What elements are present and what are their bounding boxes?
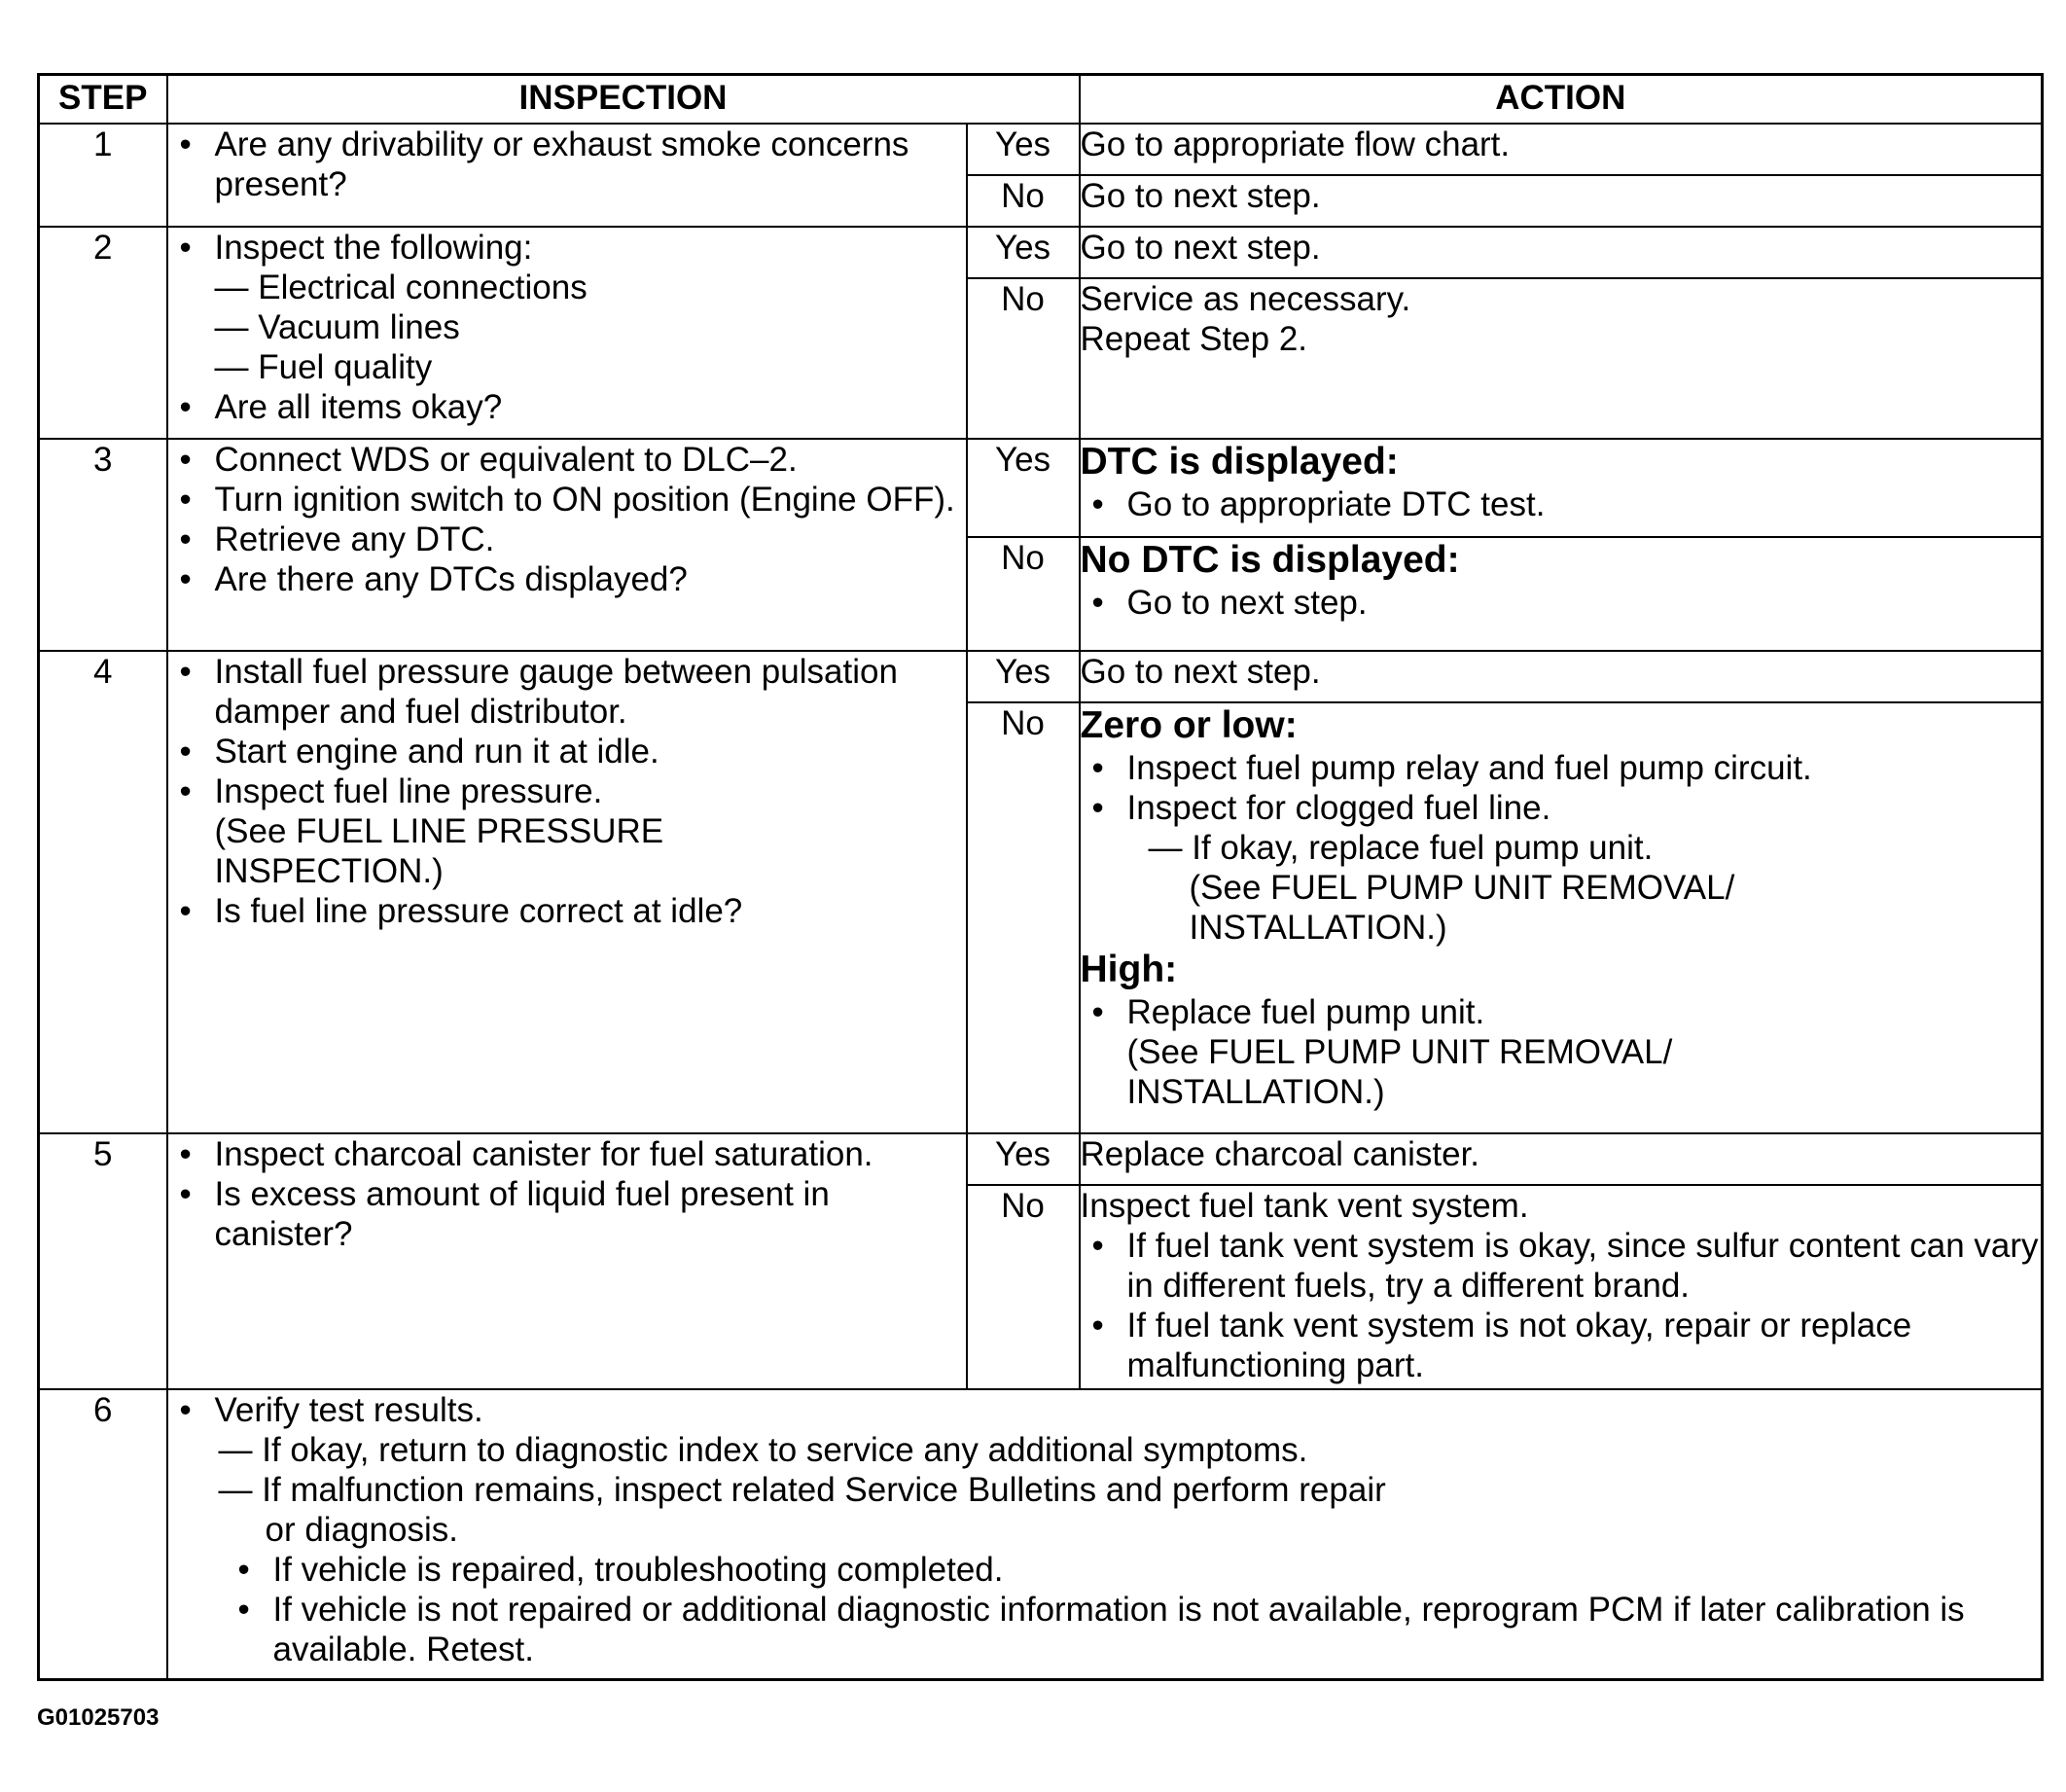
- action-heading: DTC is displayed:: [1080, 441, 1399, 483]
- inspection-cell: [167, 651, 967, 1133]
- inspection-subitem: — Electrical connections: [214, 269, 588, 306]
- inspection-item: • Verify test results.: [168, 1390, 2042, 1430]
- yes-label: Yes: [967, 1133, 1080, 1185]
- inspection-text: • Inspect fuel line pressure.: [214, 772, 603, 810]
- action-cell: [1080, 439, 2043, 537]
- step-number: 2: [39, 227, 167, 439]
- header-step: STEP: [39, 75, 167, 125]
- inspection-subitem: — Fuel quality: [214, 348, 433, 386]
- inspection-item: [168, 771, 966, 891]
- inspection-item: • Inspect charcoal canister for fuel saturation.: [168, 1134, 966, 1174]
- inspection-item: • Start engine and run it at idle.: [168, 732, 966, 771]
- header-inspection: INSPECTION: [167, 75, 1080, 125]
- table-row: [39, 651, 2043, 702]
- inspection-item: • Are any drivability or exhaust smoke concerns present?: [168, 125, 966, 204]
- inspection-subitem: — If okay, return to diagnostic index to service any additional symptoms.: [218, 1431, 1308, 1469]
- no-label: No: [967, 175, 1080, 227]
- inspection-item: • Is excess amount of liquid fuel present in canister?: [168, 1174, 966, 1254]
- yes-label: Yes: [967, 439, 1080, 537]
- step-number: 6: [39, 1389, 167, 1679]
- action-ref: (See FUEL PUMP UNIT REMOVAL/: [1126, 1033, 1673, 1071]
- inspection-ref: INSPECTION.): [214, 852, 444, 890]
- action-ref: INSTALLATION.): [1126, 1073, 1385, 1111]
- inspection-item: • If vehicle is not repaired or additional diagnostic information is not available, reprogram PCM if later calibration is available. Retest.: [227, 1590, 2042, 1669]
- action-text: • Replace fuel pump unit.: [1126, 993, 1485, 1031]
- action-cell: Go to next step.: [1080, 651, 2043, 702]
- table-row: [39, 1389, 2043, 1679]
- table-header-row: [39, 75, 2043, 125]
- action-item: • Go to next step.: [1081, 583, 2042, 623]
- no-label: No: [967, 537, 1080, 651]
- inspection-cell: [167, 439, 967, 651]
- action-cell: Go to next step.: [1080, 227, 2043, 278]
- yes-label: Yes: [967, 124, 1080, 175]
- step-number: 3: [39, 439, 167, 651]
- action-item: • Inspect for clogged fuel line.: [1081, 788, 2042, 828]
- action-cell: Go to appropriate flow chart.: [1080, 124, 2043, 175]
- action-cell: [1080, 537, 2043, 651]
- inspection-ref: (See FUEL LINE PRESSURE: [214, 812, 664, 850]
- step-number: 1: [39, 124, 167, 227]
- action-line: Inspect fuel tank vent system.: [1080, 1187, 1529, 1225]
- action-item: • Inspect fuel pump relay and fuel pump circuit.: [1081, 748, 2042, 788]
- action-heading: Zero or low:: [1080, 704, 1298, 746]
- inspection-item: • Are all items okay?: [168, 387, 966, 427]
- action-ref: (See FUEL PUMP UNIT REMOVAL/: [1189, 869, 1735, 907]
- inspection-cell: [167, 1133, 967, 1389]
- action-item: • If fuel tank vent system is not okay, repair or replace malfunctioning part.: [1081, 1306, 2042, 1385]
- inspection-item: • Is fuel line pressure correct at idle?: [168, 891, 966, 931]
- step-number: 5: [39, 1133, 167, 1389]
- inspection-cell: [167, 227, 967, 439]
- inspection-cell: [167, 1389, 2043, 1679]
- action-cell: [1080, 702, 2043, 1133]
- inspection-subitem: or diagnosis.: [265, 1511, 458, 1549]
- action-line: Service as necessary.: [1080, 280, 1411, 318]
- inspection-cell: [167, 124, 967, 227]
- step-number: 4: [39, 651, 167, 1133]
- table-row: [39, 124, 2043, 175]
- action-cell: Replace charcoal canister.: [1080, 1133, 2043, 1185]
- inspection-item: • If vehicle is repaired, troubleshooting completed.: [227, 1550, 2042, 1590]
- no-label: No: [967, 702, 1080, 1133]
- no-label: No: [967, 278, 1080, 439]
- inspection-subitem: — Vacuum lines: [214, 308, 460, 346]
- action-cell: Go to next step.: [1080, 175, 2043, 227]
- action-subitem: — If okay, replace fuel pump unit.: [1148, 829, 1654, 867]
- action-item: • Go to appropriate DTC test.: [1081, 484, 2042, 524]
- diagnostic-table: [37, 73, 2044, 1681]
- header-action: ACTION: [1080, 75, 2043, 125]
- action-heading: High:: [1080, 949, 1178, 990]
- yes-label: Yes: [967, 227, 1080, 278]
- table-row: [39, 439, 2043, 537]
- action-line: Repeat Step 2.: [1080, 320, 1308, 358]
- table-row: [39, 227, 2043, 278]
- action-cell: [1080, 1185, 2043, 1389]
- inspection-item: • Inspect the following:: [168, 228, 966, 268]
- inspection-item: • Install fuel pressure gauge between pulsation damper and fuel distributor.: [168, 652, 966, 732]
- inspection-item: • Are there any DTCs displayed?: [168, 559, 966, 599]
- figure-id: G01025703: [37, 1704, 160, 1731]
- action-ref: INSTALLATION.): [1189, 909, 1447, 947]
- action-item: [1081, 992, 2042, 1112]
- no-label: No: [967, 1185, 1080, 1389]
- inspection-item: • Turn ignition switch to ON position (Engine OFF).: [168, 480, 966, 520]
- table-row: [39, 1133, 2043, 1185]
- inspection-subitem: — If malfunction remains, inspect related Service Bulletins and perform repair: [218, 1471, 1386, 1509]
- action-cell: [1080, 278, 2043, 439]
- action-item: • If fuel tank vent system is okay, since sulfur content can vary in different fuels, try a different brand.: [1081, 1226, 2042, 1306]
- inspection-item: • Retrieve any DTC.: [168, 520, 966, 559]
- yes-label: Yes: [967, 651, 1080, 702]
- inspection-item: • Connect WDS or equivalent to DLC–2.: [168, 440, 966, 480]
- action-heading: No DTC is displayed:: [1080, 539, 1460, 581]
